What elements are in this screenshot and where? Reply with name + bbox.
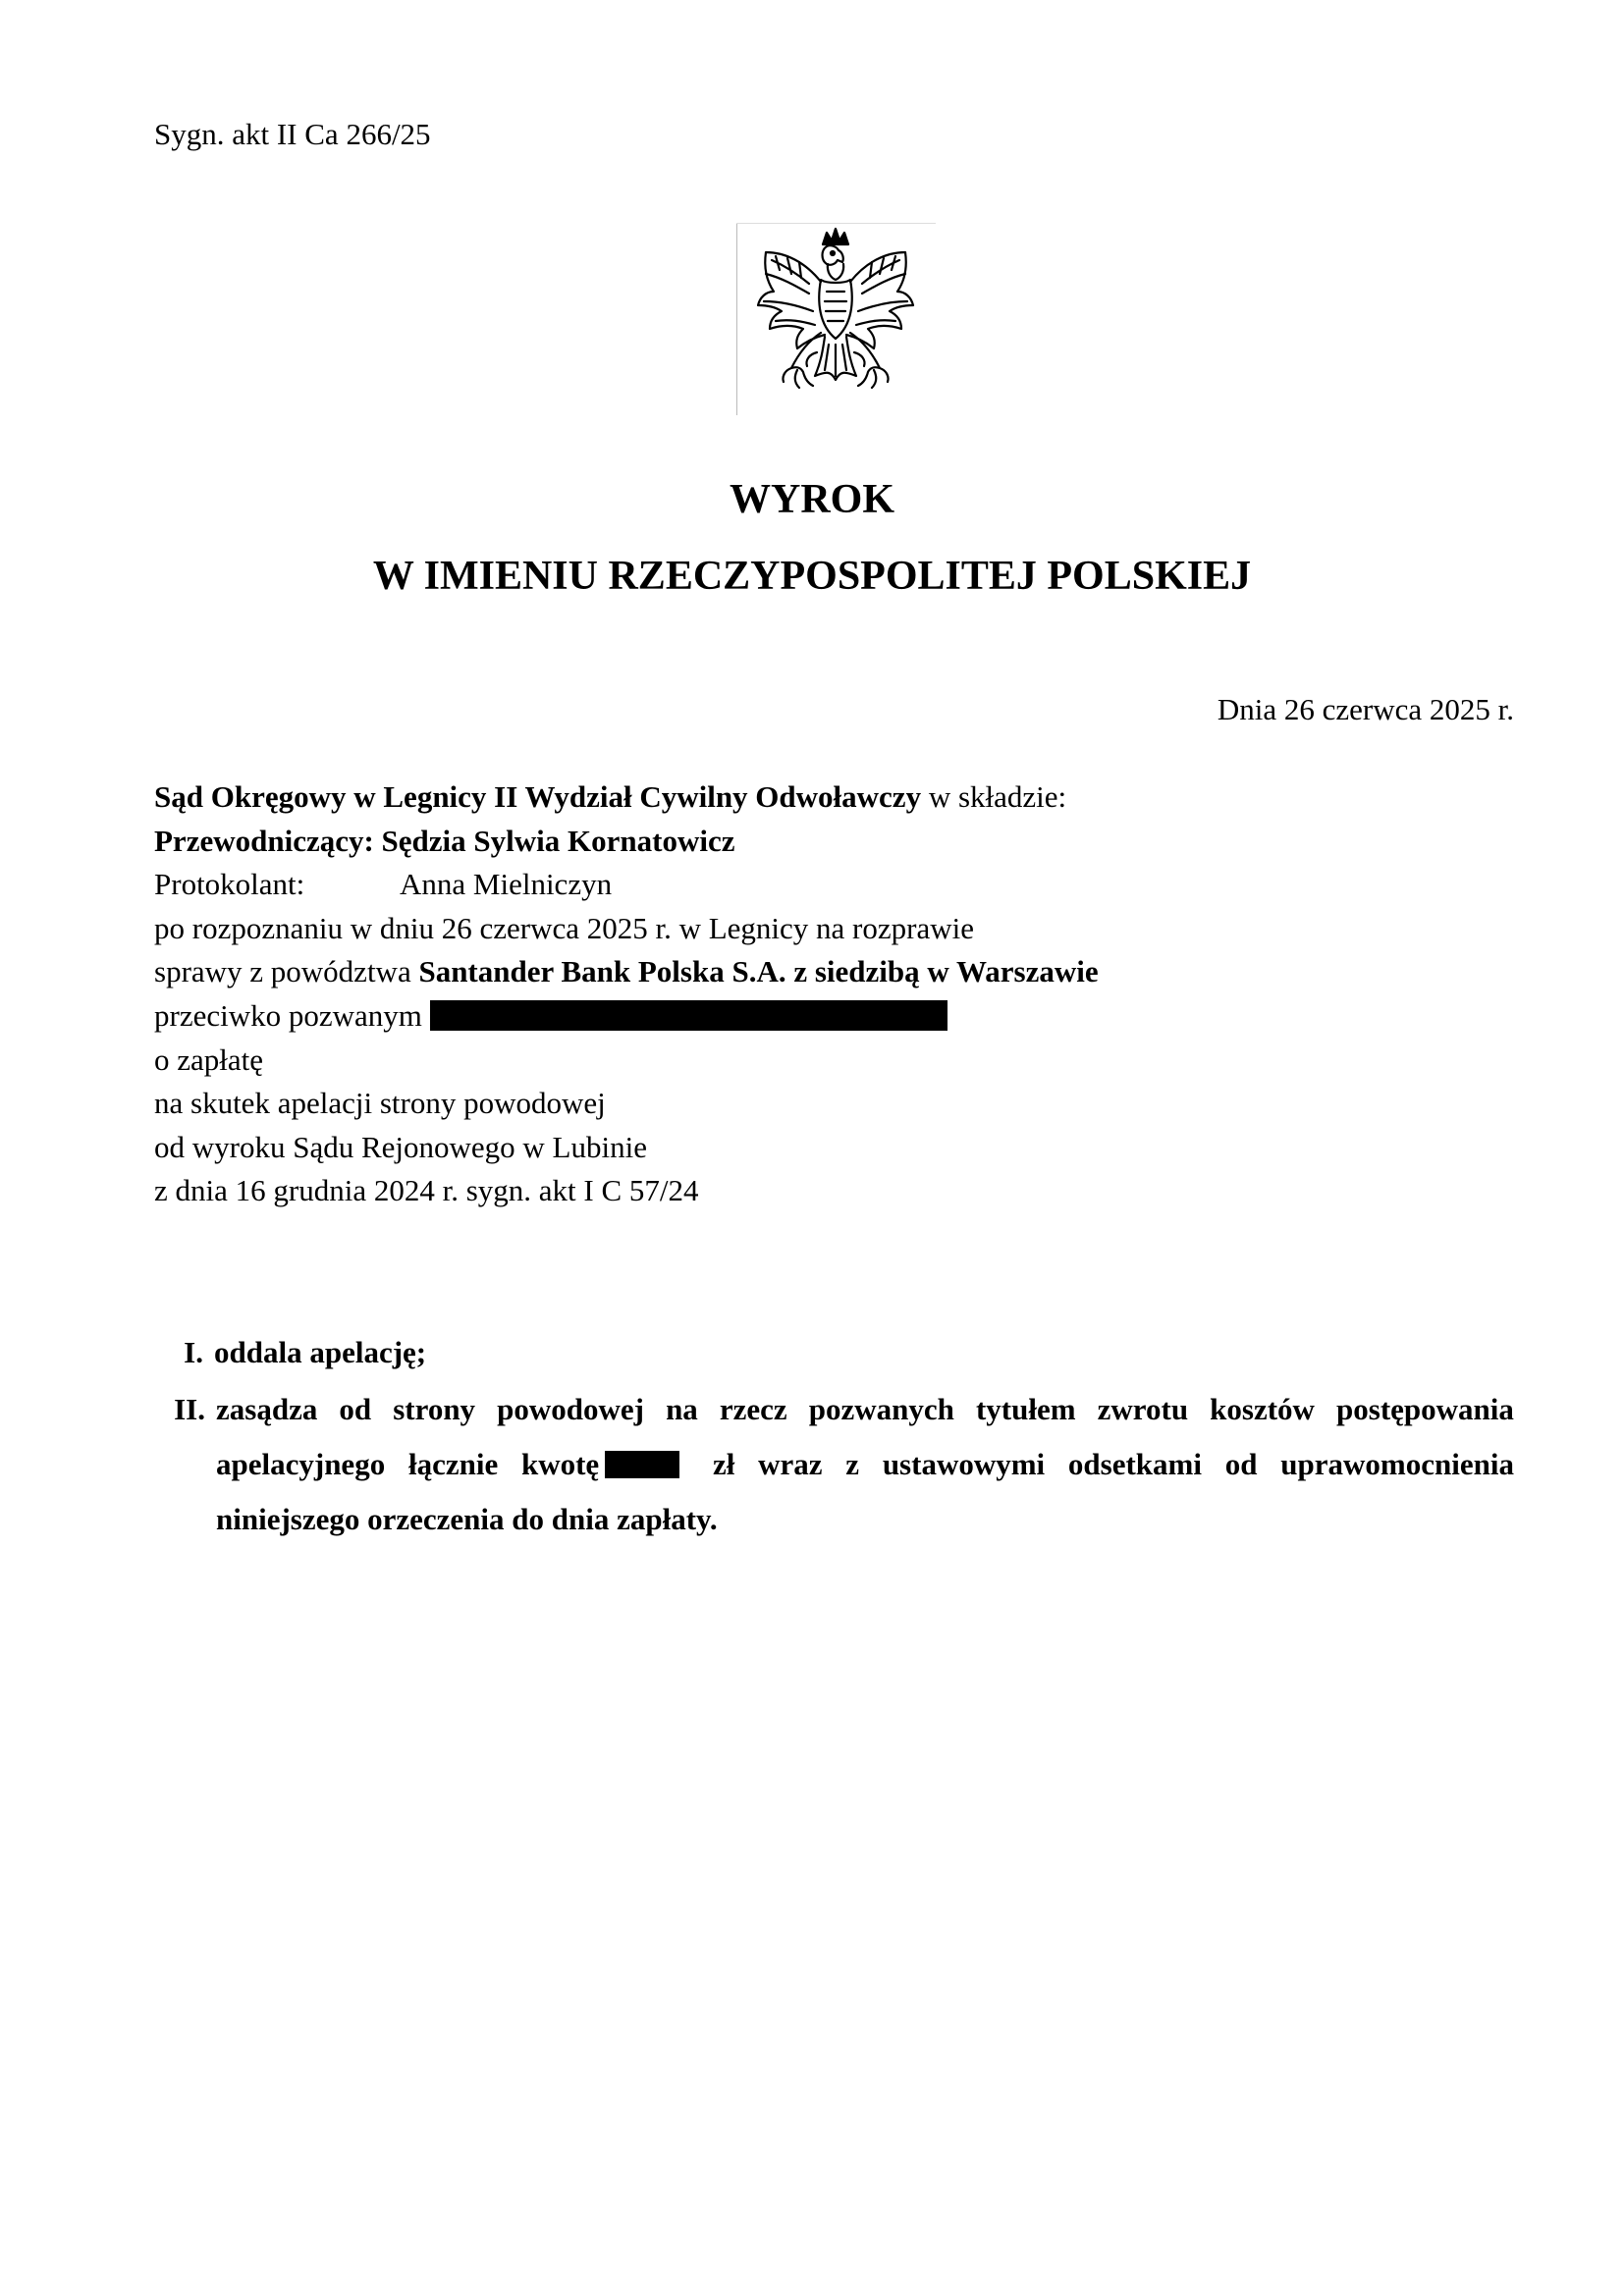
ruling-word: uprawomocnienia [1280,1447,1514,1481]
plaintiff-name: Santander Bank Polska S.A. z siedzibą w Warszawie [418,954,1099,989]
clerk-label: Protokolant: [154,867,305,902]
presiding-judge: Sędzia Sylwia Kornatowicz [381,823,735,858]
subject-line: o zapłatę [154,1041,264,1077]
appeal-line: na skutek apelacji strony powodowej [154,1086,606,1121]
against-text: przeciwko pozwanym [154,997,422,1033]
case-prefix: sprawy z powództwa [154,954,419,989]
ruling-point-1 [154,1325,1514,1380]
defendants-line [154,994,1099,1039]
ruling-word: zł [712,1447,735,1481]
ruling-word: zasądza [216,1392,318,1426]
ruling-text-line: niniejszego orzeczenia do dnia zapłaty. [216,1502,718,1536]
redacted-amount [605,1451,679,1478]
ruling-text-line [216,1382,1514,1437]
judgment-introduction [154,775,1099,1213]
ruling-point-number: I. [184,1335,203,1369]
composition-text: w składzie: [921,779,1067,814]
ruling-word: apelacyjnego [216,1447,386,1481]
ruling-word: pozwanych [808,1392,954,1426]
ruling-word: powodowej [497,1392,644,1426]
ruling-word: od [339,1392,372,1426]
ruling-word: kwotę [520,1447,600,1481]
ruling-word: odsetkami [1067,1447,1202,1481]
court-line [154,775,1099,820]
ruling-word: postępowania [1336,1392,1514,1426]
ruling-word: od [1224,1447,1258,1481]
ruling-point-number: II. [174,1392,205,1426]
polish-eagle-emblem-icon [736,223,936,415]
ruling-point-2 [154,1382,1514,1547]
case-number: Sygn. akt II Ca 266/25 [154,117,431,151]
ruling-word: na [666,1392,698,1426]
ruling-word: łącznie [407,1447,499,1481]
ruling-word: strony [393,1392,476,1426]
ruling-word: zwrotu [1097,1392,1189,1426]
presiding-label: Przewodniczący: [154,823,374,858]
document-subtitle: W IMIENIU RZECZYPOSPOLITEJ POLSKIEJ [372,554,1252,599]
ruling-point-text [205,1382,1514,1547]
redacted-defendant-name [430,1000,947,1031]
ruling-word: kosztów [1210,1392,1315,1426]
ruling-word: wraz [758,1447,823,1481]
document-title: WYROK [730,477,894,522]
court-name: Sąd Okręgowy w Legnicy II Wydział Cywilny Odwoławczy [154,779,922,814]
presiding-line [154,820,1099,864]
hearing-line: po rozpoznaniu w dniu 26 czerwca 2025 r. w Legnicy na rozprawie [154,910,974,945]
judgment-date: Dnia 26 czerwca 2025 r. [1217,692,1514,726]
ruling-word: z [845,1447,860,1481]
ruling-word-group [521,1437,689,1492]
clerk-name: Anna Mielniczyn [400,867,613,902]
lower-court-date-line: z dnia 16 grudnia 2024 r. sygn. akt I C 57/24 [154,1173,699,1208]
ruling-point-text: oddala apelację; [214,1335,427,1369]
lower-court-line: od wyroku Sądu Rejonowego w Lubinie [154,1129,647,1164]
ruling-word: tytułem [975,1392,1076,1426]
ruling-section [154,1325,1514,1547]
clerk-line [154,863,1099,907]
case-line [154,950,1099,994]
ruling-text-line [216,1437,1514,1492]
ruling-word: ustawowymi [882,1447,1046,1481]
ruling-word: rzecz [719,1392,787,1426]
